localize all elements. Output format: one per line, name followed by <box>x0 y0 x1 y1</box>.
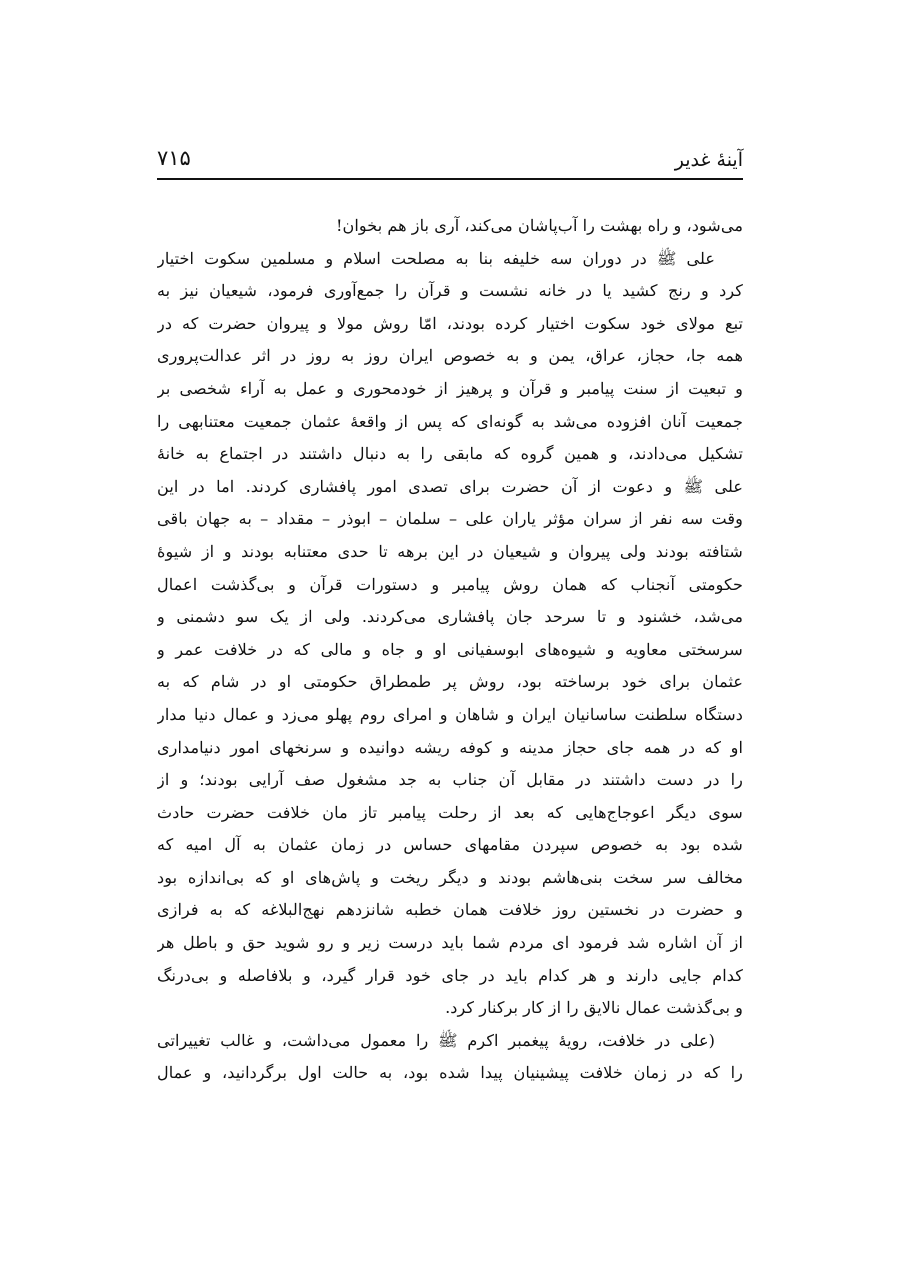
text-line: دستگاه سلطنت ساسانیان ایران و شاهان و امرای روم پهلو می‌زد و عمال دنیا مدار <box>157 704 743 724</box>
body-text <box>157 210 743 1090</box>
text-line: جمعیت آنان افزوده می‌شد به گونه‌ای که پس از واقعهٔ عثمان جمعیت معتنابهی را <box>157 411 743 431</box>
text-line: عثمان برای خود برساخته بود، روش پر طمطراق حکومتی او در شام که به <box>157 672 743 692</box>
text-line: سوی دیگر اعوجاج‌هایی که بعد از رحلت پیامبر تاز مان خلافت حضرت حادث <box>157 802 743 822</box>
text-line: را که در زمان خلافت پیشینیان پیدا شده بود، به حالت اول برگردانید، و عمال <box>157 1063 743 1083</box>
text-line: از آن اشاره شد فرمود ای مردم شما باید درست زیر و رو شوید حق و باطل هر <box>157 933 743 953</box>
header-rule <box>157 178 743 180</box>
text-line: کدام جایی دارند و هر کدام باید در جای خود قرار گیرد، و بلافاصله و بی‌درنگ <box>157 965 743 985</box>
text-line: شده بود به خصوص سپردن مقامهای حساس در زمان عثمان به آل امیه که <box>157 835 743 855</box>
text-line: (علی در خلافت، رویهٔ پیغمبر اکرم ﷺ را معمول می‌داشت، و غالب تغییراتی <box>157 1030 715 1050</box>
text-line: سرسختی معاویه و شیوه‌های ابوسفیانی او و جاه و مالی که در خلافت عمر و <box>157 639 743 659</box>
text-line: و حضرت در نخستین روز خلافت همان خطبه شانزدهم نهج‌البلاغه که به فرازی <box>157 900 743 920</box>
text-line: علی ﷺ و دعوت از آن حضرت برای تصدی امور پافشاری کردند. اما در این <box>157 476 743 496</box>
text-line: همه جا، حجاز، عراق، یمن و به خصوص ایران روز به روز در اثر عدالت‌پروری <box>157 346 743 366</box>
text-line: و بی‌گذشت عمال نالایق را از کار برکنار کرد. <box>445 998 743 1018</box>
text-line: می‌شد، خشنود و تا سرحد جان پافشاری می‌کردند. ولی از یک سو دشمنی و <box>157 607 743 627</box>
text-line: را در دست داشتند در مقابل آن جناب به جد مشغول صف آرایی بودند؛ و از <box>157 770 743 790</box>
running-header <box>157 146 743 176</box>
text-line: او که در همه جای حجاز مدینه و کوفه ریشه دوانیده و سرنخهای امور دنیامداری <box>157 737 743 757</box>
text-line: حکومتی آنجناب که همان روش پیامبر و دستورات قرآن و بی‌گذشت اعمال <box>157 574 743 594</box>
text-line: مخالف سر سخت بنی‌هاشم بودند و دیگر ریخت و پاش‌های او که بی‌اندازه بود <box>157 867 743 887</box>
text-line: شتافته بودند ولی پیروان و شیعیان در این برهه تا حدی معتنابه بودند و از شیوهٔ <box>157 541 743 561</box>
text-line: علی ﷺ در دوران سه خلیفه بنا به مصلحت اسلام و مسلمین سکوت اختیار <box>157 248 715 268</box>
text-line: وقت سه نفر از سران مؤثر یاران علی – سلمان – ابوذر – مقداد – به جهان باقی <box>157 509 743 529</box>
text-line: کرد و رنج کشید یا در خانه نشست و قرآن را جمع‌آوری فرمود، شیعیان نیز به <box>157 281 743 301</box>
text-line: می‌شود، و راه بهشت را آب‌پاشان می‌کند، آری باز هم بخوان! <box>336 216 743 235</box>
text-line: تشکیل می‌دادند، و همین گروه که مابقی را به دنبال داشتند در اجتماع به خانهٔ <box>157 444 743 464</box>
text-line: و تبعیت از سنت پیامبر و قرآن و پرهیز از خودمحوری و عمل به آراء شخصی بر <box>157 378 743 398</box>
page-number: ۷۱۵ <box>157 146 191 170</box>
running-title: آینهٔ غدیر <box>674 149 743 171</box>
text-line: تبع مولای خود سکوت اختیار کرده بودند، امّا روش مولا و پیروان حضرت که در <box>157 313 743 333</box>
